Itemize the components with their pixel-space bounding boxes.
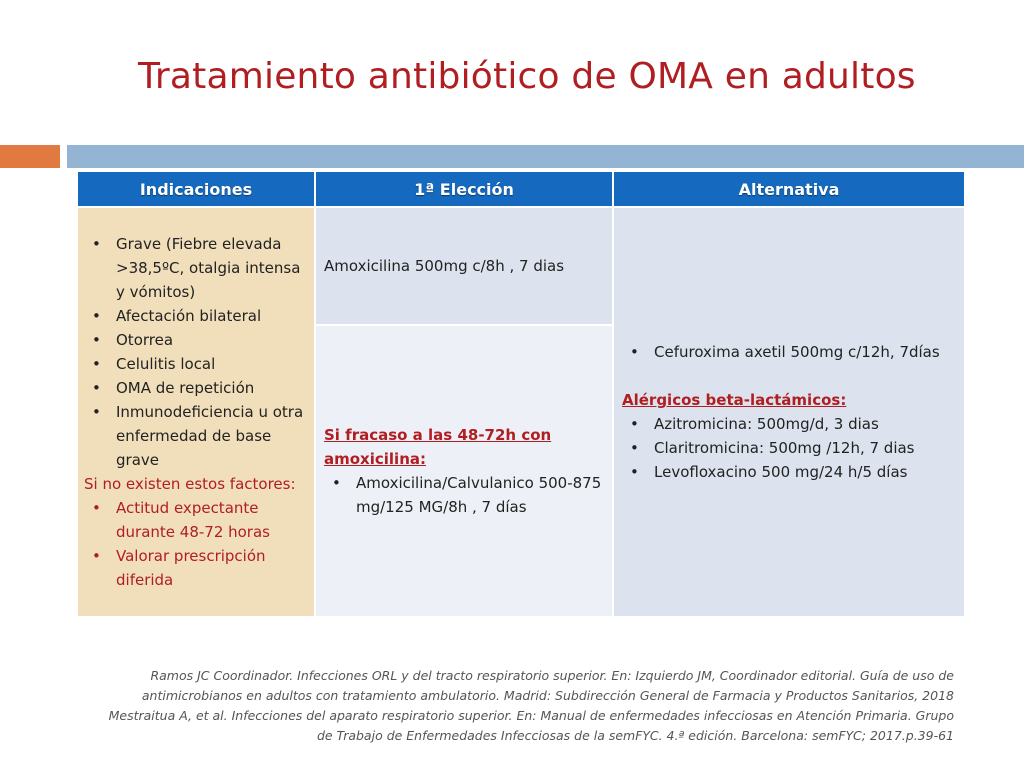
- header-primera-eleccion: 1ª Elección: [315, 171, 613, 207]
- sin-factores-heading: Si no existen estos factores:: [84, 475, 296, 493]
- list-item: • OMA de repetición: [84, 376, 308, 400]
- fracaso-heading: Si fracaso a las 48-72h con amoxicilina:: [324, 426, 552, 468]
- list-item: • Celulitis local: [84, 352, 308, 376]
- alternativa-list: [622, 340, 956, 364]
- list-item: • Levofloxacino 500 mg/24 h/5 días: [622, 460, 956, 484]
- reference-line: Mestraitua A, et al. Infecciones del aparato respiratorio superior. En: Manual de enfermedades infecciosas en Atención Primaria. Grupo: [108, 708, 954, 723]
- fracaso-cell: [315, 325, 613, 617]
- table-header-row: [77, 171, 965, 207]
- primera-eleccion-text: Amoxicilina 500mg c/8h , 7 dias: [324, 257, 565, 275]
- accent-bar-orange: [0, 145, 60, 168]
- list-item: • Cefuroxima axetil 500mg c/12h, 7días: [622, 340, 956, 364]
- reference-line: Ramos JC Coordinador. Infecciones ORL y del tracto respiratorio superior. En: Izquierdo JM, Coordinador editorial. Guía de uso de: [150, 668, 954, 683]
- sin-factores-list: [84, 496, 308, 592]
- fracaso-list: [324, 471, 604, 519]
- alergicos-heading: Alérgicos beta-lactámicos:: [622, 391, 847, 409]
- spacer: [622, 364, 956, 388]
- slide-title: Tratamiento antibiótico de OMA en adultos: [138, 56, 916, 97]
- reference-line: antimicrobianos en adultos con tratamiento ambulatorio. Madrid: Subdirección General de Farmacia y Productos Sanitarios, 2018: [141, 688, 954, 703]
- list-item: • Grave (Fiebre elevada >38,5ºC, otalgia intensa y vómitos): [84, 232, 308, 304]
- accent-bar-blue: [67, 145, 1024, 168]
- header-indicaciones: Indicaciones: [77, 171, 315, 207]
- indicaciones-list: [84, 232, 308, 472]
- alergicos-list: [622, 412, 956, 484]
- reference-line: de Trabajo de Enfermedades Infecciosas de la semFYC. 4.ª edición. Barcelona: semFYC; 2017.p.39-61: [316, 728, 954, 743]
- list-item: • Azitromicina: 500mg/d, 3 dias: [622, 412, 956, 436]
- list-item: • Otorrea: [84, 328, 308, 352]
- references: [54, 666, 954, 746]
- list-item: • Actitud expectante durante 48-72 horas: [84, 496, 308, 544]
- list-item: • Claritromicina: 500mg /12h, 7 dias: [622, 436, 956, 460]
- list-item: • Valorar prescripción diferida: [84, 544, 308, 592]
- table-row: [77, 207, 965, 325]
- header-alternativa: Alternativa: [613, 171, 965, 207]
- indicaciones-cell: [77, 207, 315, 617]
- list-item: • Amoxicilina/Calvulanico 500-875 mg/125 MG/8h , 7 días: [324, 471, 604, 519]
- list-item: • Afectación bilateral: [84, 304, 308, 328]
- list-item: • Inmunodeficiencia u otra enfermedad de base grave: [84, 400, 308, 472]
- alternativa-cell: [613, 207, 965, 617]
- primera-eleccion-cell: [315, 207, 613, 325]
- treatment-table: [76, 170, 966, 618]
